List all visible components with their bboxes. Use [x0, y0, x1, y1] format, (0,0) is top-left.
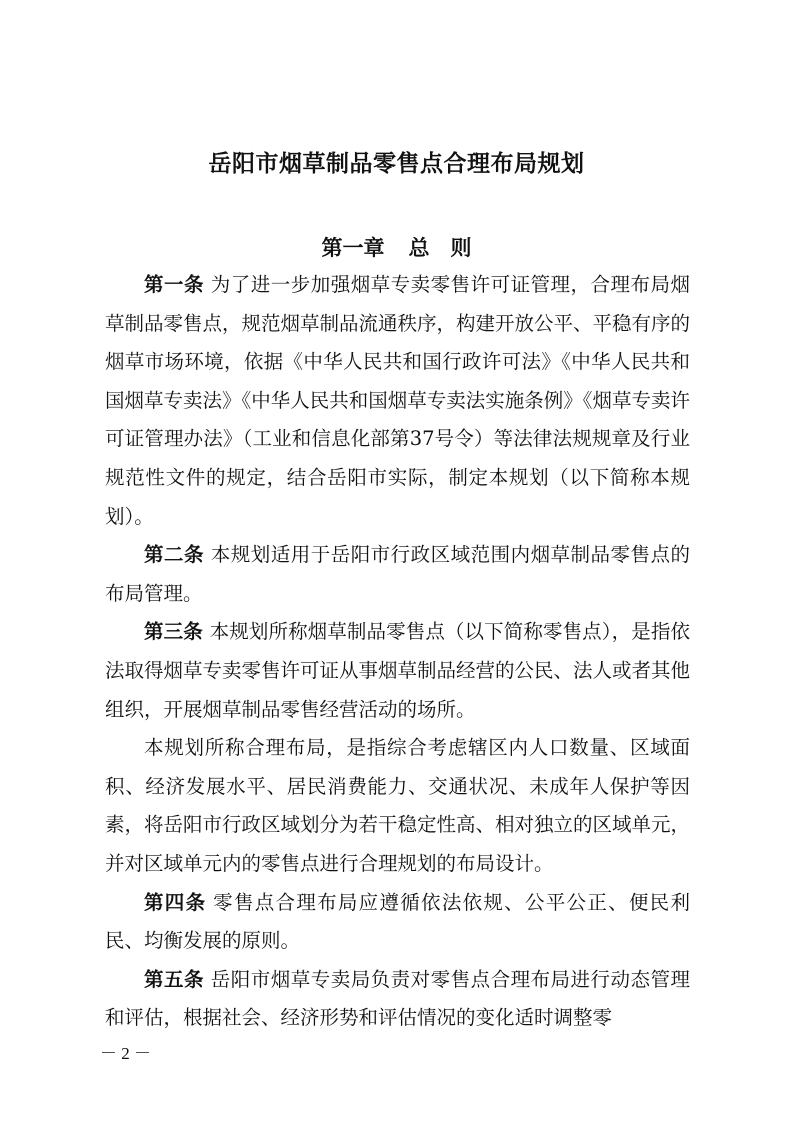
article-label: 第四条: [144, 890, 207, 914]
article-label: 第三条: [144, 620, 203, 644]
document-title: 岳阳市烟草制品零售点合理布局规划: [208, 151, 585, 177]
article-5: [105, 961, 690, 1038]
article-1: [105, 266, 690, 536]
article-text: 岳阳市烟草专卖局负责对零售点合理布局进行动态管理和评估，根据社会、经济形势和评估情况的变化适时调整零: [105, 967, 690, 1030]
article-text: 本规划适用于岳阳市行政区域范围内烟草制品零售点的布局管理。: [105, 543, 690, 605]
chapter-number: 第一章: [321, 236, 385, 260]
article-text: 为了进一步加强烟草专卖零售许可证管理，合理布局烟草制品零售点，规范烟草制品流通秩序，构建开放公平、平稳有序的烟草市场环境，依据《中华人民共和国行政许可法》《中华人民共和国烟草专卖法》《中华人民共和国烟草专卖法实施条例》《烟草专卖许可证管理办法》（工业和信息化部第37号令）等法律法规规章及行业规范性文件的规定，结合岳阳市实际，制定本规划（以下简称本规划）。: [105, 273, 691, 528]
chapter-name: 总 则: [408, 236, 472, 260]
article-label: 第二条: [144, 543, 204, 567]
article-text: 零售点合理布局应遵循依法依规、公平公正、便民利民、均衡发展的原则。: [105, 890, 690, 953]
article-label: 第五条: [144, 967, 204, 991]
article-text: 本规划所称烟草制品零售点（以下简称零售点），是指依法取得烟草专卖零售许可证从事烟草制品经营的公民、法人或者其他组织，开展烟草制品零售经营活动的场所。: [105, 620, 691, 721]
article-2: [105, 536, 690, 613]
article-label: 第一条: [144, 273, 204, 296]
article-3: [105, 613, 690, 729]
chapter-heading: [0, 230, 793, 266]
article-text: 本规划所称合理布局，是指综合考虑辖区内人口数量、区域面积、经济发展水平、居民消费能力、交通状况、未成年人保护等因素，将岳阳市行政区域划分为若干稳定性高、相对独立的区域单元，并对区域单元内的零售点进行合理规划的布局设计。: [105, 736, 691, 875]
document-body: [105, 266, 690, 1038]
page-number: － 2 －: [100, 1044, 151, 1063]
article-4: [105, 884, 690, 961]
article-3-paragraph-2: [105, 729, 690, 883]
